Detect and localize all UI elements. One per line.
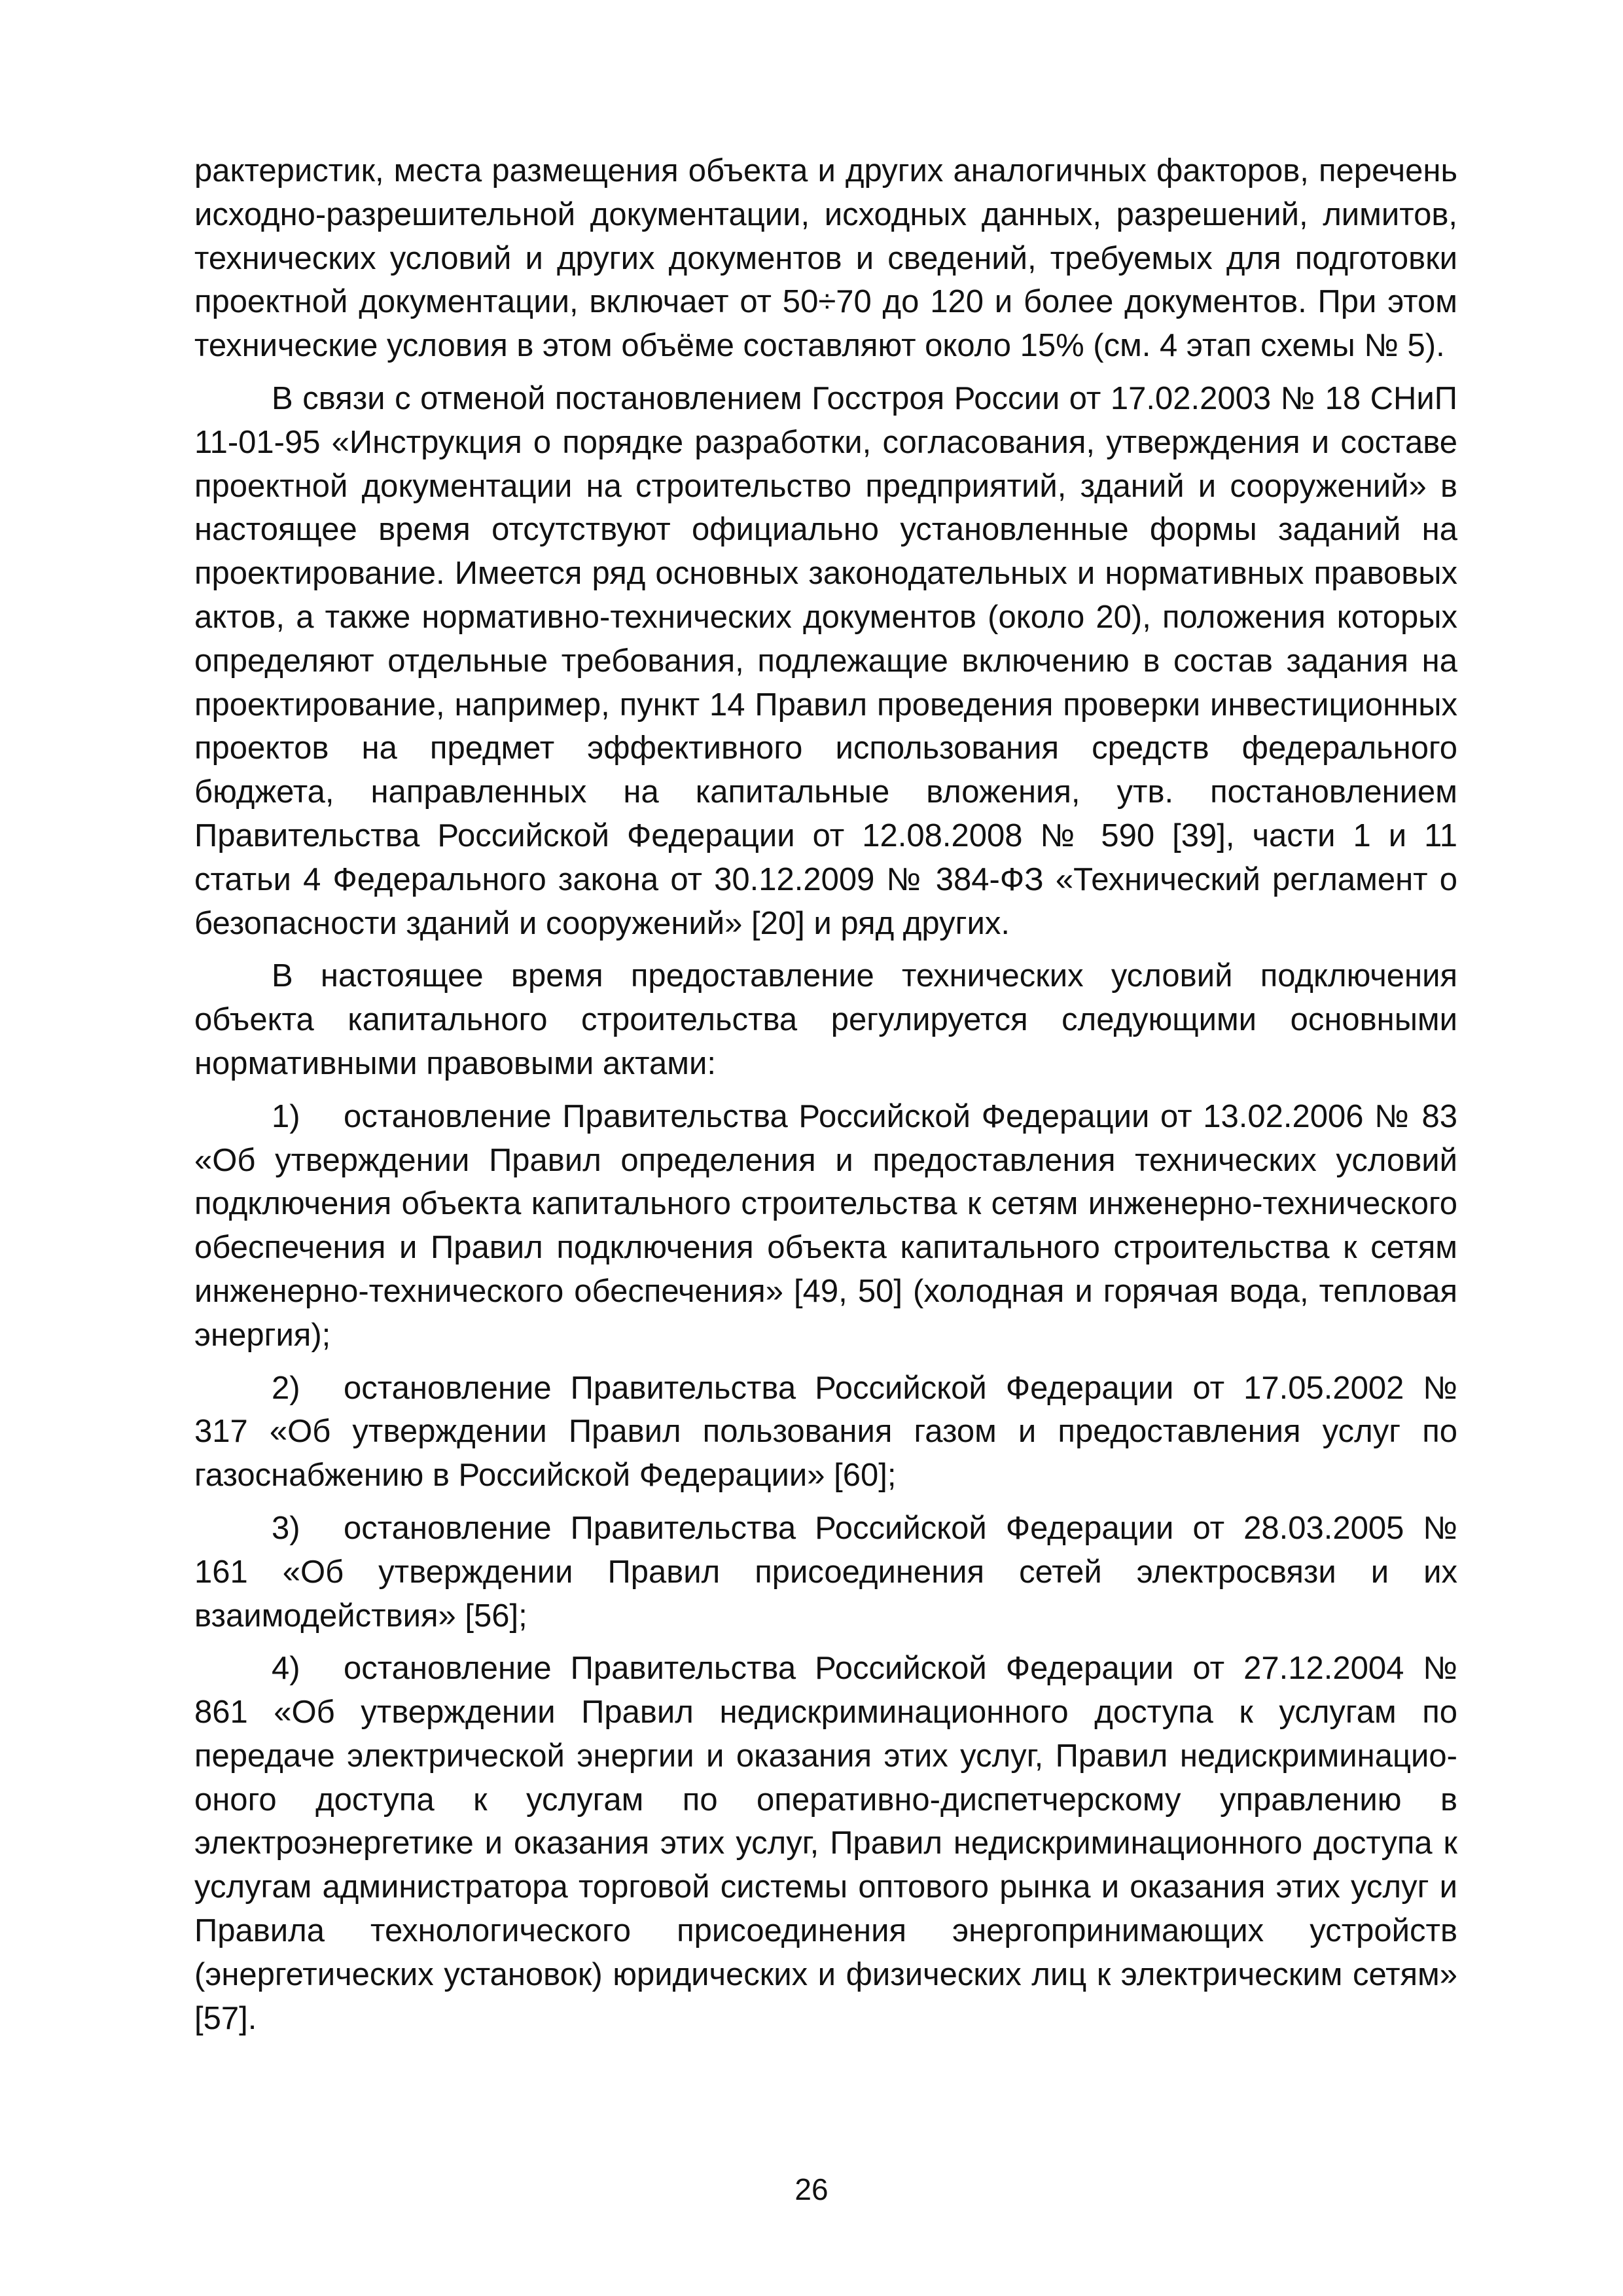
list-item-number: 4) xyxy=(272,1651,300,1687)
paragraph-snip-cancellation: В связи с отменой постановлением Госстроя России от 17.02.2003 № 18 СНиП 11-01-95 «Инструкция о порядке разработки, согласования, утверждения и составе проектной документации на строительство предприятий, зданий и сооружений» в настоящее время отсутствуют официально установленные формы заданий на проектирование. Имеется ряд основных законодательных и нормативных правовых актов, а также нормативно-технических документов (около 20), положения которых определяют отдельные требования, подлежащие включению в состав задания на проектирование, например, пункт 14 Правил проведения проверки инвестиционных проектов на предмет эффективного использования средств федерального бюджета, направленных на капитальные вложения, утв. постановлением Правительства Российской Федерации от 12.08.2008 № 590 [39], части 1 и 11 статьи 4 Федерального закона от 30.12.2009 № 384-ФЗ «Технический регламент о безопасности зданий и сооружений» [20] и ряд других. xyxy=(194,380,1457,941)
page-number: 26 xyxy=(794,2172,829,2206)
list-item-number: 1) xyxy=(272,1098,300,1134)
list-item-text: остановление Правительства Российской Федерации от 17.05.2002 № 317 «Об утверждении Правил пользования газом и предоставления услуг по газоснабжению в Российской Федерации» [60]; xyxy=(194,1370,1457,1494)
list-item-text: остановление Правительства Российской Федерации от 13.02.2006 № 83 «Об утверждении Правил определения и предоставления технических условий подключения объекта капитального строительства к сетям инженерно-технического обеспечения и Правил подключения объекта капитального строительства к сетям инженерно-технического обеспечения» [49, 50] (холодная и горячая вода, тепловая энергия); xyxy=(194,1098,1457,1353)
list-item xyxy=(194,1507,1457,1638)
list-item-text: остановление Правительства Российской Федерации от 27.12.2004 № 861 «Об утверждении Правил недискриминационного доступа к услугам по передаче электрической энергии и оказания этих услуг, Правил недискриминацио-оного доступа к услугам по оперативно-диспетчерскому управлению в электроэнергетике и оказания этих услуг, Правил недискриминационного доступа к услугам администратора торговой системы оптового рынка и оказания этих услуг и Правила технологического присоединения энергопринимающих устройств (энергетических установок) юридических и физических лиц к электрическим сетям» [57]. xyxy=(194,1651,1457,2036)
list-item-number: 3) xyxy=(272,1510,300,1546)
list-item xyxy=(194,1647,1457,2040)
list-item-text: остановление Правительства Российской Федерации от 28.03.2005 № 161 «Об утверждении Правил присоединения сетей электросвязи и их взаимодействия» [56]; xyxy=(194,1510,1457,1634)
paragraph-technical-conditions-intro: В настоящее время предоставление технических условий подключения объекта капитального строительства регулируется следующими основными нормативными правовыми актами: xyxy=(194,958,1457,1081)
list-item-number: 2) xyxy=(272,1370,300,1406)
list-item xyxy=(194,1367,1457,1498)
body-text xyxy=(194,149,1457,2049)
list-item xyxy=(194,1095,1457,1357)
paragraph-continuation: рактеристик, места размещения объекта и других аналогичных факторов, перечень исходно-разрешительной документации, исходных данных, разрешений, лимитов, технических условий и других документов и сведений, требуемых для подготовки проектной документации, включает от 50÷70 до 120 и более документов. При этом технические условия в этом объёме составляют около 15% (см. 4 этап схемы № 5). xyxy=(194,153,1457,364)
